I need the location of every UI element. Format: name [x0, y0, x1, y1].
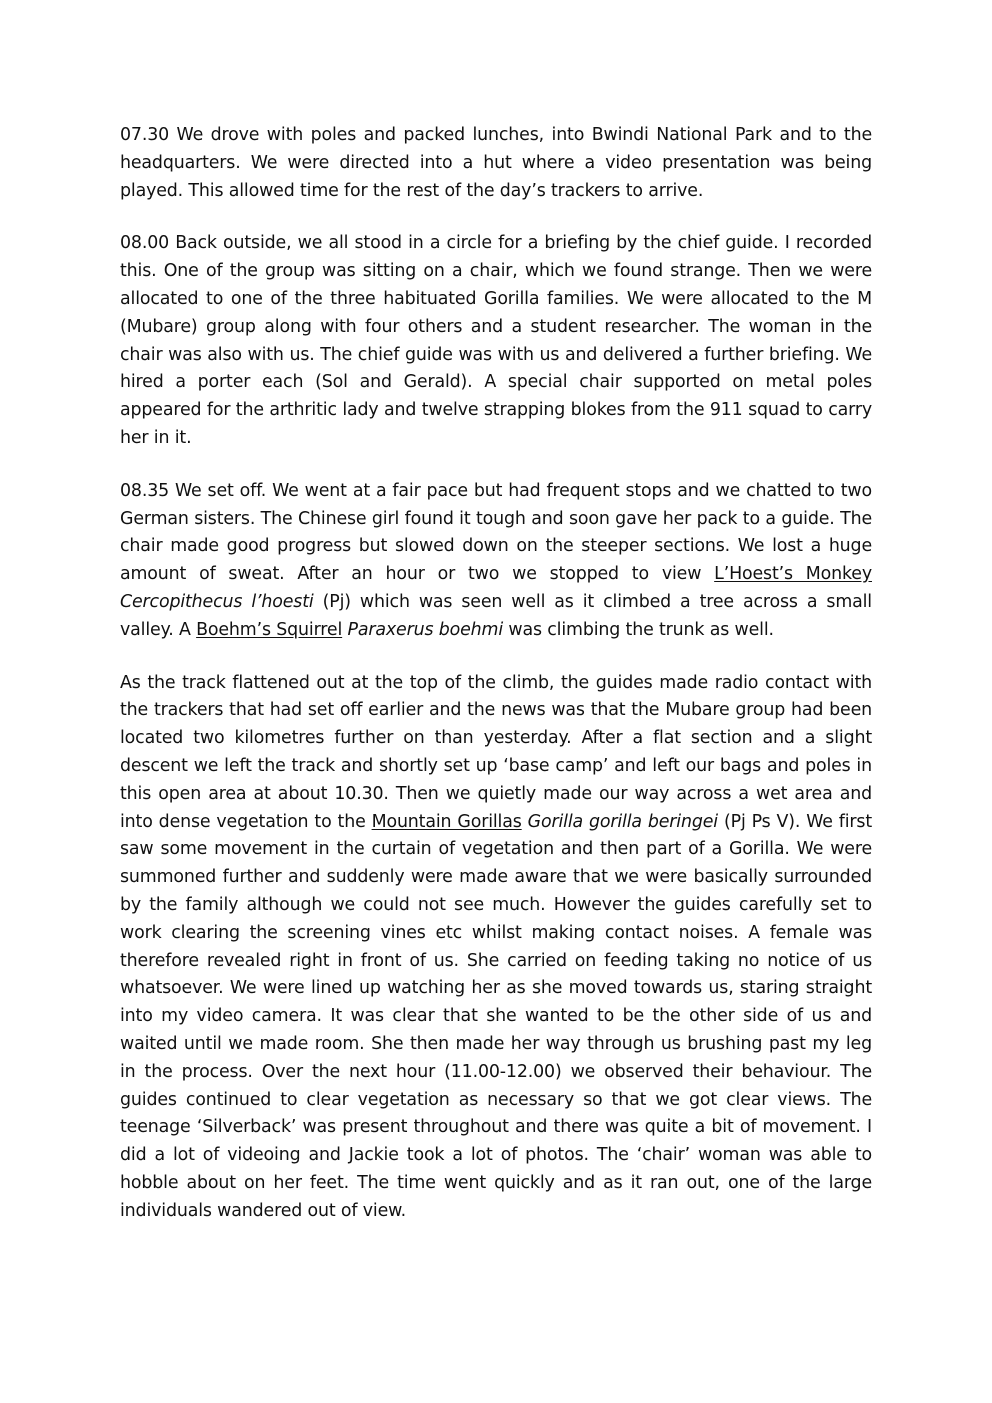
- paragraph-0835: [120, 478, 872, 645]
- paragraph-0730: [120, 122, 872, 205]
- species-scientific-name: Cercopithecus l’hoesti: [120, 591, 314, 612]
- paragraph-text: 08.00 Back outside, we all stood in a circle for a briefing by the chief guide. I recorded this. One of the group was sitting on a chair, which we found strange. Then we were allocated to one of the three habituated Gorilla families. We were allocated to the M (Mubare) group along with four others and a student researcher. The woman in the chair was also with us. The chief guide was with us and delivered a further briefing. We hired a porter each (Sol and Gerald). A special chair supported on metal poles appeared for the arthritic lady and twelve strapping blokes from the 911 squad to carry her in it.: [120, 233, 872, 448]
- paragraph-0800: [120, 230, 872, 452]
- paragraph-text: (Pj) which was seen well as it climbed a tree across a small valley. A: [120, 591, 872, 640]
- document-page: [120, 122, 872, 1225]
- paragraph-text: 07.30 We drove with poles and packed lunches, into Bwindi National Park and to the headquarters. We were directed into a hut where a video presentation was being played. This allowed time for the rest of the day’s trackers to arrive.: [120, 125, 872, 201]
- species-scientific-name: Paraxerus boehmi: [347, 619, 504, 640]
- species-common-name: Mountain Gorillas: [371, 811, 522, 832]
- paragraph-gorillas: [120, 670, 872, 1226]
- species-common-name: L’Hoest’s Monkey: [714, 564, 872, 585]
- species-common-name: Boehm’s Squirrel: [196, 619, 343, 640]
- paragraph-text: (Pj Ps V). We first saw some movement in the curtain of vegetation and then part of a Gorilla. We were summoned further and suddenly were made aware that we were basically surrounded by the family although we could not see much. However the guides carefully set to work clearing the screening vines etc whilst making contact noises. A female was therefore revealed right in front of us. She carried on feeding taking no notice of us whatsoever. We were lined up watching her as she moved towards us, staring straight into my video camera. It was clear that she wanted to be the other side of us and waited until we made room. She then made her way through us brushing past my leg in the process. Over the next hour (11.00-12.00) we observed their behaviour. The guides continued to clear vegetation as necessary so that we got clear views. The teenage ‘Silverback’ was present throughout and there was quite a bit of movement. I did a lot of videoing and Jackie took a lot of photos. The ‘chair’ woman was able to hobble about on her feet. The time went quickly and as it ran out, one of the large individuals wandered out of view.: [120, 811, 872, 1221]
- species-scientific-name: Gorilla gorilla beringei: [527, 811, 718, 832]
- paragraph-text: 08.35 We set off. We went at a fair pace but had frequent stops and we chatted to two German sisters. The Chinese girl found it tough and soon gave her pack to a guide. The chair made good progress but slowed down on the steeper sections. We lost a huge amount of sweat. After an hour or two we stopped to view: [120, 480, 872, 585]
- paragraph-text: was climbing the trunk as well.: [503, 619, 774, 640]
- paragraph-text: As the track flattened out at the top of the climb, the guides made radio contact with the trackers that had set off earlier and the news was that the Mubare group had been located two kilometres further on than yesterday. After a flat section and a slight descent we left the track and shortly set up ‘base camp’ and left our bags and poles in this open area at about 10.30. Then we quietly made our way across a wet area and into dense vegetation to the: [120, 672, 872, 832]
